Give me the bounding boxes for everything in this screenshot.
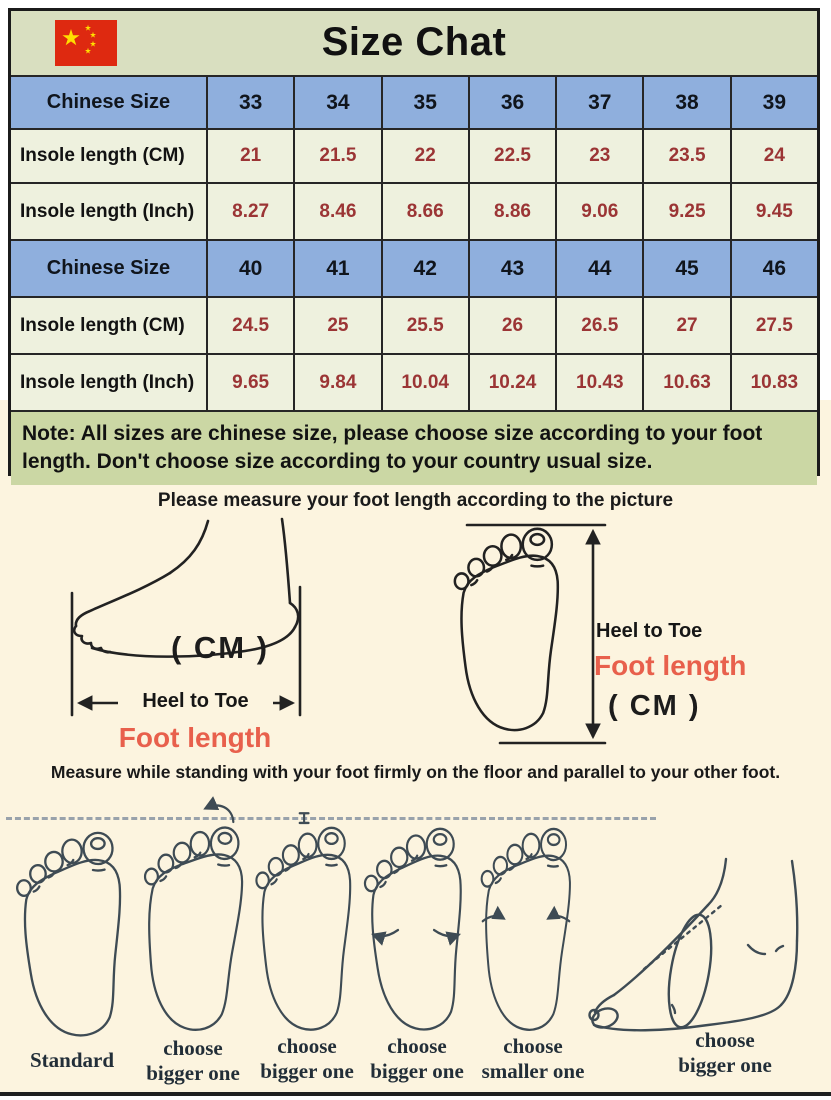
fit-example-label: choose bigger one: [370, 1034, 464, 1083]
size-cell: 33: [206, 77, 293, 128]
toe-guide-dashed-line: [6, 817, 656, 820]
inch-cell: 8.27: [206, 184, 293, 239]
cm-cell: 25: [293, 298, 380, 353]
size-header-row-2: [11, 239, 817, 296]
size-table: [8, 8, 820, 476]
cm-unit-label: ( CM ): [608, 690, 701, 722]
title-band: [11, 11, 817, 75]
note-banner: Note: All sizes are chinese size, please choose size according to your foot length. Don't choose size according to your country usual size.: [11, 410, 817, 485]
fit-foot-wide-illustration: [362, 824, 470, 1036]
inch-row-2: [11, 353, 817, 410]
row-label: Insole length (Inch): [20, 200, 195, 222]
cm-cell: 26: [468, 298, 555, 353]
size-cell: 39: [730, 77, 817, 128]
row-label: Insole length (Inch): [20, 371, 195, 393]
row-label: Insole length (CM): [20, 314, 185, 336]
fit-foot-narrow-illustration: [476, 822, 576, 1036]
inch-cell: 9.65: [206, 355, 293, 410]
inch-cell: 9.84: [293, 355, 380, 410]
inch-cell: 10.63: [642, 355, 729, 410]
row-label: Insole length (CM): [20, 145, 185, 166]
cm-unit-label: ( CM ): [170, 630, 270, 665]
row-label: Chinese Size: [46, 257, 171, 279]
inch-cell: 8.86: [468, 184, 555, 239]
size-cell: 41: [293, 241, 380, 296]
cm-cell: 27.5: [730, 298, 817, 353]
cm-row-1: [11, 128, 817, 182]
heel-to-toe-label: Heel to Toe: [596, 620, 703, 642]
cm-cell: 21: [206, 130, 293, 182]
size-cell: 37: [555, 77, 642, 128]
cm-cell: 21.5: [293, 130, 380, 182]
size-cell: 46: [730, 241, 817, 296]
fit-example-label: Standard: [29, 1048, 115, 1072]
fit-example-label: choose smaller one: [481, 1034, 585, 1083]
bottom-divider: [0, 1092, 831, 1096]
page-title: Size Chat: [321, 20, 507, 64]
size-cell: 36: [468, 77, 555, 128]
fit-foot-standard-illustration: [14, 828, 130, 1042]
size-cell: 40: [206, 241, 293, 296]
cm-cell: 22.5: [468, 130, 555, 182]
standing-instruction: Measure while standing with your foot firmly on the floor and parallel to your other foot.: [50, 762, 781, 782]
size-cell: 43: [468, 241, 555, 296]
size-cell: 38: [642, 77, 729, 128]
foot-length-label: Foot length: [118, 722, 272, 753]
fit-foot-high-instep-illustration: [580, 853, 815, 1043]
inch-row-1: [11, 182, 817, 239]
size-cell: 44: [555, 241, 642, 296]
cm-cell: 24: [730, 130, 817, 182]
inch-cell: 8.66: [381, 184, 468, 239]
fit-foot-toe-at-line-illustration: [252, 822, 358, 1036]
size-header-row-1: [11, 75, 817, 128]
cm-cell: 26.5: [555, 298, 642, 353]
cm-cell: 23: [555, 130, 642, 182]
cm-cell: 24.5: [206, 298, 293, 353]
inch-cell: 9.06: [555, 184, 642, 239]
cm-cell: 23.5: [642, 130, 729, 182]
inch-cell: 10.43: [555, 355, 642, 410]
fit-example-label: choose bigger one: [146, 1036, 240, 1085]
measure-heading: Please measure your foot length according to the picture: [157, 490, 674, 511]
inch-cell: 10.24: [468, 355, 555, 410]
size-cell: 34: [293, 77, 380, 128]
size-cell: 42: [381, 241, 468, 296]
foot-length-label: Foot length: [594, 650, 747, 681]
size-cell: 45: [642, 241, 729, 296]
inch-cell: 9.45: [730, 184, 817, 239]
size-cell: 35: [381, 77, 468, 128]
inch-cell: 10.83: [730, 355, 817, 410]
inch-cell: 8.46: [293, 184, 380, 239]
inch-cell: 9.25: [642, 184, 729, 239]
inch-cell: 10.04: [381, 355, 468, 410]
cm-cell: 27: [642, 298, 729, 353]
cm-row-2: [11, 296, 817, 353]
heel-to-toe-label: Heel to Toe: [118, 690, 273, 713]
fit-example-label: choose bigger one: [260, 1034, 354, 1083]
fit-foot-long-toe-illustration: [138, 820, 248, 1036]
cm-cell: 25.5: [381, 298, 468, 353]
cm-cell: 22: [381, 130, 468, 182]
row-label: Chinese Size: [46, 91, 171, 113]
foot-sole-measure-illustration: [445, 515, 610, 750]
fit-example-label: choose bigger one: [678, 1028, 772, 1077]
